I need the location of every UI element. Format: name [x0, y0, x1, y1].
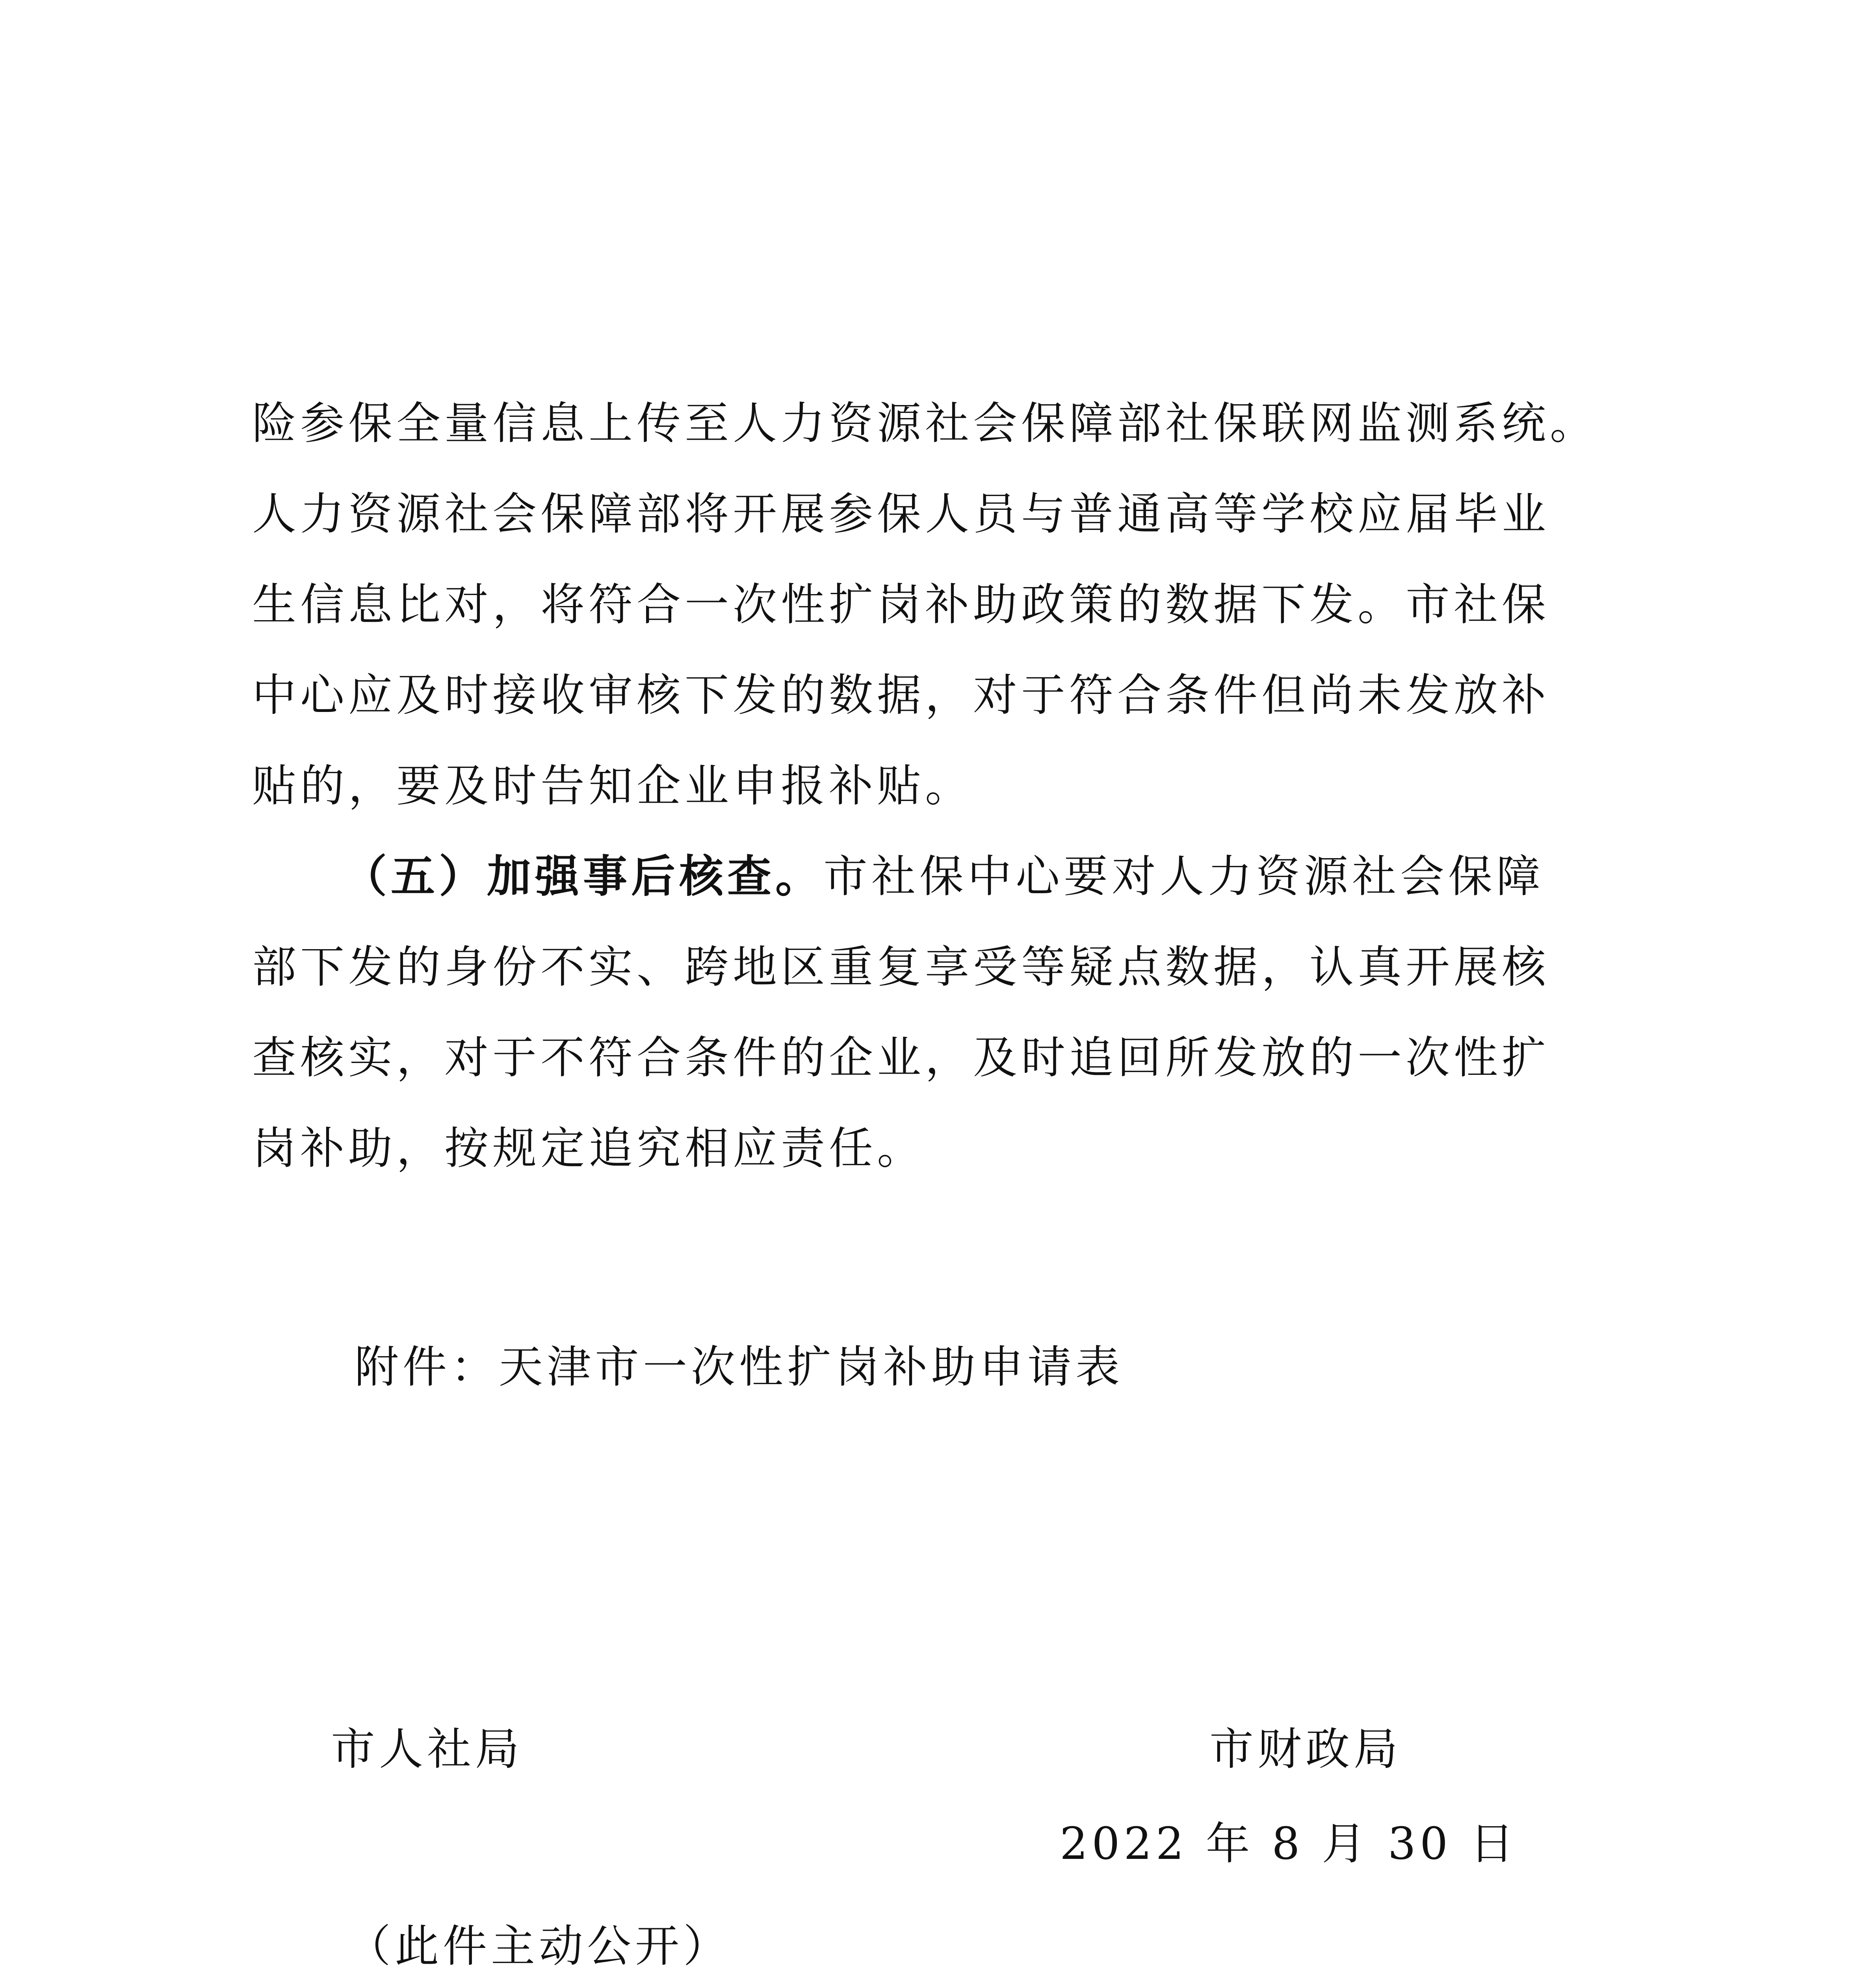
body-line: 生信息比对，将符合一次性扩岗补助政策的数据下发。市社保 — [252, 579, 1550, 630]
body-line-rest: 市社保中心要对人力资源社会保障 — [823, 851, 1544, 902]
body-line: 中心应及时接收审核下发的数据，对于符合条件但尚未发放补 — [252, 670, 1550, 721]
body-line — [252, 831, 1647, 922]
body-paragraph-2 — [252, 831, 1647, 1194]
body-line: 险参保全量信息上传至人力资源社会保障部社保联网监测系统。 — [252, 398, 1598, 449]
body-line: 岗补助，按规定追究相应责任。 — [252, 1123, 925, 1174]
signature-left: 市人社局 — [331, 1724, 523, 1775]
body-line: 部下发的身份不实、跨地区重复享受等疑点数据，认真开展核 — [252, 942, 1550, 993]
attachment-line: 附件：天津市一次性扩岗补助申请表 — [355, 1342, 1124, 1393]
body-line: 贴的，要及时告知企业申报补贴。 — [252, 760, 973, 812]
body-paragraph-1 — [252, 378, 1647, 831]
body-line: 查核实，对于不符合条件的企业，及时追回所发放的一次性扩 — [252, 1032, 1550, 1084]
section-heading: （五）加强事后核查。 — [343, 851, 823, 902]
body-line: 人力资源社会保障部将开展参保人员与普通高等学校应届毕业 — [252, 489, 1550, 540]
public-disclosure-note: （此件主动公开） — [347, 1921, 731, 1970]
signature-right: 市财政局 — [1209, 1724, 1402, 1775]
signature-date: 2022 年 8 月 30 日 — [1060, 1818, 1518, 1870]
